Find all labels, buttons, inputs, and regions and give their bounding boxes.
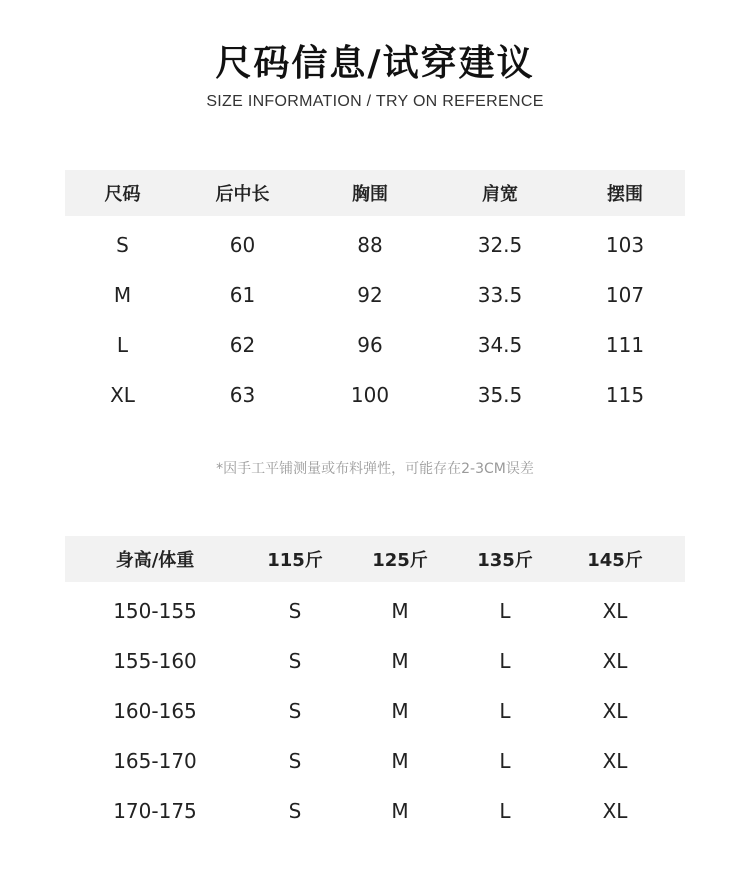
table-cell: XL bbox=[602, 699, 628, 723]
table-cell: M bbox=[113, 283, 132, 307]
table-cell: M bbox=[391, 799, 409, 823]
header-cell-hem: 摆围 bbox=[607, 184, 643, 205]
table-cell: L bbox=[499, 699, 511, 723]
table-row bbox=[65, 636, 685, 686]
table-cell: S bbox=[288, 599, 302, 623]
table-cell: S bbox=[288, 749, 302, 773]
table-cell: L bbox=[499, 599, 511, 623]
size-table bbox=[65, 170, 685, 420]
table-row bbox=[65, 220, 685, 270]
header-cell-back-length: 后中长 bbox=[215, 184, 270, 205]
table-cell: XL bbox=[110, 383, 135, 407]
page-title: 尺码信息/试穿建议 bbox=[215, 43, 535, 84]
table-cell: S bbox=[288, 649, 302, 673]
table-cell: 115 bbox=[605, 383, 645, 407]
table-row bbox=[65, 786, 685, 836]
table-cell: 103 bbox=[605, 233, 645, 257]
table-cell: XL bbox=[602, 599, 628, 623]
table-cell: 165-170 bbox=[113, 749, 197, 773]
table-cell: L bbox=[499, 649, 511, 673]
table-cell: XL bbox=[602, 749, 628, 773]
table-cell: 34.5 bbox=[477, 333, 523, 357]
table-cell: 88 bbox=[357, 233, 383, 257]
table-cell: 62 bbox=[229, 333, 256, 357]
header-cell-weight-115: 115斤 bbox=[267, 550, 323, 571]
table-row bbox=[65, 686, 685, 736]
table-cell: 111 bbox=[605, 333, 645, 357]
table-cell: 150-155 bbox=[113, 599, 197, 623]
page-subtitle: SIZE INFORMATION / TRY ON REFERENCE bbox=[206, 93, 544, 110]
table-cell: XL bbox=[602, 649, 628, 673]
table-cell: M bbox=[391, 749, 409, 773]
table-row bbox=[65, 320, 685, 370]
table-cell: XL bbox=[602, 799, 628, 823]
header-cell-weight-135: 135斤 bbox=[477, 550, 533, 571]
table-row bbox=[65, 270, 685, 320]
table-cell: L bbox=[499, 799, 511, 823]
table-cell: 100 bbox=[350, 383, 390, 407]
table-cell: 35.5 bbox=[477, 383, 523, 407]
table-cell: 63 bbox=[229, 383, 256, 407]
table-cell: 96 bbox=[357, 333, 383, 357]
table-row bbox=[65, 736, 685, 786]
table-cell: M bbox=[391, 699, 409, 723]
fit-table bbox=[65, 536, 685, 836]
table-cell: 155-160 bbox=[113, 649, 197, 673]
table-cell: M bbox=[391, 599, 409, 623]
table-cell: 32.5 bbox=[477, 233, 523, 257]
header-cell-chest: 胸围 bbox=[352, 184, 388, 205]
table-cell: L bbox=[499, 749, 511, 773]
table-cell: 60 bbox=[229, 233, 256, 257]
size-table-header bbox=[65, 170, 685, 216]
table-cell: S bbox=[116, 233, 129, 257]
header-cell-size: 尺码 bbox=[104, 184, 141, 205]
table-cell: 107 bbox=[605, 283, 645, 307]
table-cell: 92 bbox=[357, 283, 383, 307]
header-cell-shoulder: 肩宽 bbox=[482, 184, 518, 205]
size-table-body bbox=[65, 220, 685, 420]
header-cell-height-weight: 身高/体重 bbox=[115, 550, 195, 571]
fit-table-body bbox=[65, 586, 685, 836]
table-cell: 61 bbox=[229, 283, 256, 307]
header-cell-weight-125: 125斤 bbox=[372, 550, 428, 571]
table-row bbox=[65, 370, 685, 420]
table-cell: S bbox=[288, 799, 302, 823]
table-cell: L bbox=[116, 333, 129, 357]
table-cell: S bbox=[288, 699, 302, 723]
fit-table-header bbox=[65, 536, 685, 582]
table-row bbox=[65, 586, 685, 636]
table-cell: 170-175 bbox=[113, 799, 197, 823]
table-cell: 160-165 bbox=[113, 699, 197, 723]
measurement-note: *因手工平铺测量或布料弹性，可能存在2-3CM误差 bbox=[216, 461, 534, 477]
table-cell: 33.5 bbox=[477, 283, 523, 307]
table-cell: M bbox=[391, 649, 409, 673]
header-cell-weight-145: 145斤 bbox=[587, 550, 643, 571]
